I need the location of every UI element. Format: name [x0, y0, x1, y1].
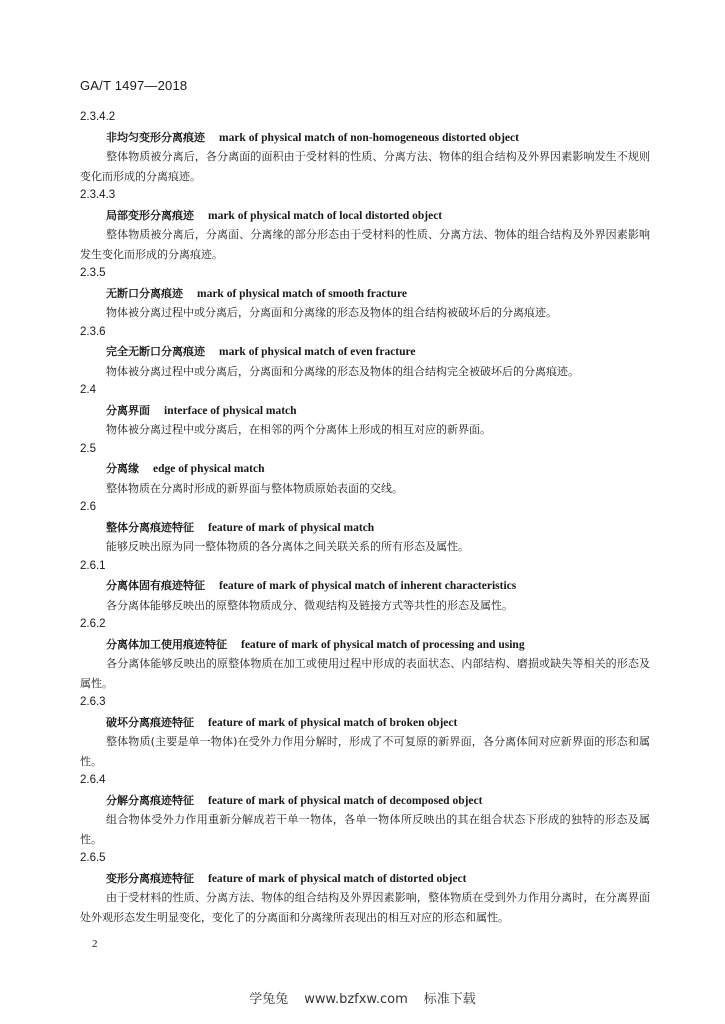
term-entry [80, 323, 650, 382]
term-heading [80, 342, 650, 362]
term-definition: 各分离体能够反映出的原整体物质成分、微观结构及链接方式等共性的形态及属性。 [106, 598, 513, 612]
term-zh: 分解分离痕迹特征 [106, 793, 194, 807]
term-heading [80, 713, 650, 733]
term-entry [80, 693, 650, 771]
term-en: feature of mark of physical match of distorted object [208, 872, 467, 885]
term-zh: 无断口分离痕迹 [106, 286, 183, 300]
term-heading [80, 206, 650, 226]
clause-number: 2.3.4.3 [80, 189, 116, 201]
term-heading [80, 128, 650, 148]
term-en: interface of physical match [164, 404, 297, 417]
term-heading [80, 869, 650, 889]
term-en: mark of physical match of smooth fracture [197, 287, 407, 300]
term-en: mark of physical match of local distorted object [208, 209, 443, 222]
term-en: feature of mark of physical match [208, 521, 375, 534]
term-zh: 完全无断口分离痕迹 [106, 345, 205, 358]
clause-number: 2.3.5 [80, 267, 106, 279]
term-definition: 整体物质被分离后，分离面、分离缘的部分形态由于受材料的性质、分离方法、物体的组合结构及外界因素影响发生变化而形成的分离痕迹。 [80, 228, 650, 261]
terms-list [80, 108, 650, 927]
document-id: GA/T 1497—2018 [80, 78, 188, 93]
site-name: 学兔兔 [249, 992, 289, 1007]
term-entry [80, 264, 650, 323]
term-definition: 物体被分离过程中或分离后，分离面和分离缘的形态及物体的组合结构完全被破坏后的分离痕迹。 [106, 364, 579, 378]
clause-number: 2.6.4 [80, 774, 106, 786]
site-url: www.bzfxw.com [304, 992, 408, 1007]
term-entry [80, 849, 650, 927]
term-en: feature of mark of physical match of processing and using [241, 638, 525, 651]
term-definition: 组合物体受外力作用重新分解成若干单一物体，各单一物体所反映出的其在组合状态下形成的独特的形态及属性。 [80, 813, 650, 846]
clause-number: 2.6.3 [80, 696, 106, 708]
term-definition: 物体被分离过程中或分离后，在相邻的两个分离体上形成的相互对应的新界面。 [106, 423, 491, 436]
term-zh: 整体分离痕迹特征 [106, 520, 194, 534]
term-zh: 破坏分离痕迹特征 [106, 715, 194, 729]
term-entry [80, 108, 650, 186]
term-en: edge of physical match [153, 463, 265, 475]
term-en: feature of mark of physical match of broken object [208, 716, 458, 729]
term-entry [80, 771, 650, 849]
term-entry [80, 498, 650, 557]
term-en: feature of mark of physical match of decomposed object [208, 794, 483, 807]
term-en: mark of physical match of non-homogeneous distorted object [219, 131, 519, 144]
clause-number: 2.3.4.2 [80, 111, 116, 123]
clause-number: 2.4 [80, 384, 96, 396]
clause-number: 2.3.6 [80, 325, 106, 338]
clause-number: 2.6.1 [80, 559, 106, 572]
term-entry [80, 186, 650, 264]
term-zh: 变形分离痕迹特征 [106, 871, 194, 885]
term-heading [80, 401, 650, 421]
watermark-footer [0, 988, 725, 1007]
term-definition: 整体物质(主要是单一物体)在受外力作用分解时，形成了不可复原的新界面，各分离体间对应新界面的形态和属性。 [80, 735, 650, 768]
clause-number: 2.6.2 [80, 618, 106, 630]
clause-number: 2.6 [80, 501, 96, 513]
term-en: mark of physical match of even fracture [219, 346, 416, 358]
term-heading [80, 635, 650, 655]
term-heading [80, 284, 650, 304]
term-heading [80, 791, 650, 811]
term-definition: 由于受材料的性质、分离方法、物体的组合结构及外界因素影响，整体物质在受到外力作用分离时，在分离界面处外观形态发生明显变化，变化了的分离面和分离缘所表现出的相互对应的形态和属性。 [80, 891, 650, 924]
term-zh: 非均匀变形分离痕迹 [106, 130, 205, 144]
term-definition: 整体物质在分离时形成的新界面与整体物质原始表面的交线。 [106, 481, 403, 495]
term-entry [80, 440, 650, 499]
clause-number: 2.6.5 [80, 852, 106, 864]
term-zh: 分离体加工使用痕迹特征 [106, 637, 227, 651]
site-tagline: 标准下载 [423, 992, 476, 1007]
page-number: 2 [92, 938, 98, 950]
term-definition: 整体物质被分离后，各分离面的面积由于受材料的性质、分离方法、物体的组合结构及外界因素影响发生不规则变化而形成的分离痕迹。 [80, 150, 650, 183]
term-definition: 能够反映出原为同一整体物质的各分离体之间关联关系的所有形态及属性。 [106, 540, 469, 553]
term-entry [80, 615, 650, 693]
term-heading [80, 459, 650, 479]
term-heading [80, 518, 650, 538]
term-definition: 物体被分离过程中或分离后，分离面和分离缘的形态及物体的组合结构被破坏后的分离痕迹。 [106, 306, 557, 319]
term-zh: 分离缘 [106, 462, 139, 475]
term-en: feature of mark of physical match of inherent characteristics [219, 580, 517, 592]
term-zh: 分离体固有痕迹特征 [106, 579, 205, 592]
term-zh: 局部变形分离痕迹 [106, 208, 194, 222]
term-entry [80, 381, 650, 440]
term-heading [80, 576, 650, 596]
term-zh: 分离界面 [106, 403, 150, 417]
term-definition: 各分离体能够反映出的原整体物质在加工或使用过程中形成的表面状态、内部结构、磨损或缺失等相关的形态及属性。 [80, 657, 650, 690]
term-entry [80, 557, 650, 616]
clause-number: 2.5 [80, 442, 96, 455]
